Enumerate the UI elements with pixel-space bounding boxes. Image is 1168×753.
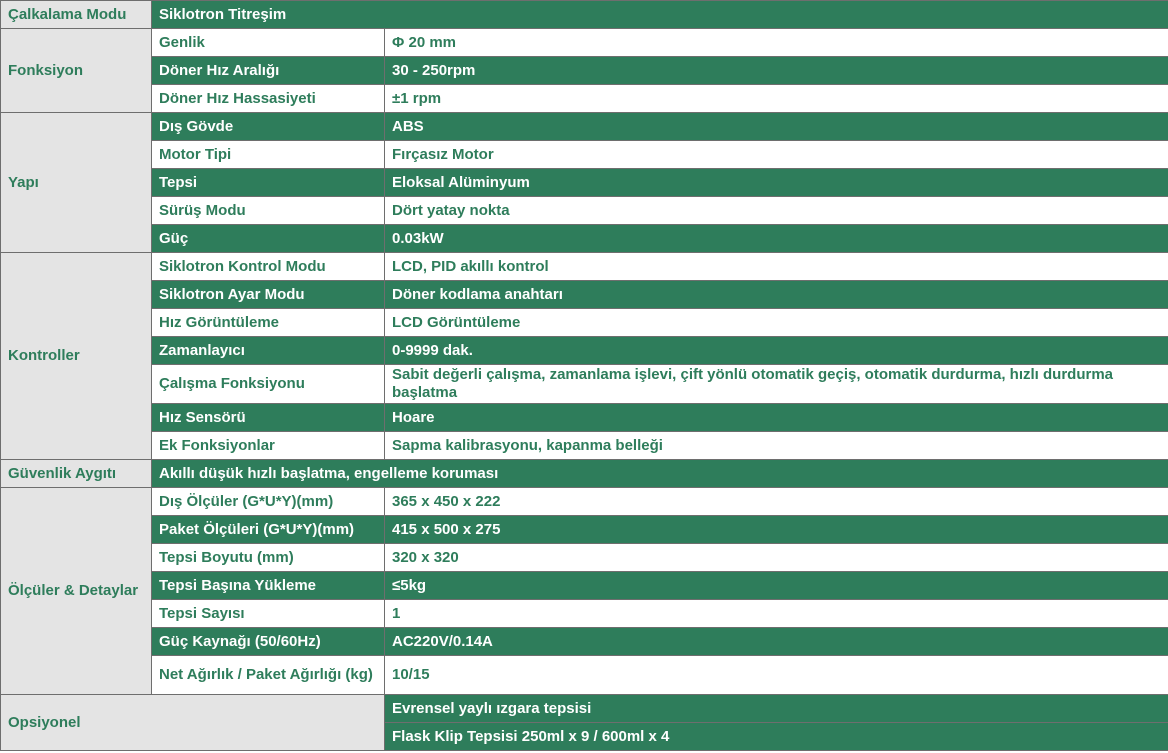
table-row <box>1 225 1168 253</box>
spec-label: Siklotron Ayar Modu <box>152 281 385 309</box>
spec-value: 10/15 <box>385 656 1168 695</box>
header-value: Siklotron Titreşim <box>152 1 1168 29</box>
table-row <box>1 695 1168 723</box>
spec-label: Tepsi Boyutu (mm) <box>152 544 385 572</box>
spec-label: Net Ağırlık / Paket Ağırlığı (kg) <box>152 656 385 695</box>
table-row <box>1 113 1168 141</box>
spec-value: Akıllı düşük hızlı başlatma, engelleme koruması <box>152 460 1168 488</box>
spec-value: LCD Görüntüleme <box>385 309 1168 337</box>
table-row <box>1 628 1168 656</box>
table-row <box>1 544 1168 572</box>
table-row <box>1 337 1168 365</box>
spec-value: Dört yatay nokta <box>385 197 1168 225</box>
table-row <box>1 572 1168 600</box>
spec-label: Güç <box>152 225 385 253</box>
category-label: Çalkalama Modu <box>1 1 152 29</box>
spec-label: Sürüş Modu <box>152 197 385 225</box>
table-row <box>1 57 1168 85</box>
table-row <box>1 281 1168 309</box>
category-label: Kontroller <box>1 253 152 460</box>
spec-value: ±1 rpm <box>385 85 1168 113</box>
table-row <box>1 365 1168 404</box>
spec-label: Hız Sensörü <box>152 404 385 432</box>
table-row <box>1 656 1168 695</box>
table-row <box>1 309 1168 337</box>
spec-label: Zamanlayıcı <box>152 337 385 365</box>
spec-label: Tepsi <box>152 169 385 197</box>
category-label: Opsiyonel <box>1 695 385 751</box>
spec-value: Sapma kalibrasyonu, kapanma belleği <box>385 432 1168 460</box>
table-row <box>1 432 1168 460</box>
spec-value: 0-9999 dak. <box>385 337 1168 365</box>
spec-value: Hoare <box>385 404 1168 432</box>
spec-value: 365 x 450 x 222 <box>385 488 1168 516</box>
spec-label: Döner Hız Aralığı <box>152 57 385 85</box>
spec-label: Döner Hız Hassasiyeti <box>152 85 385 113</box>
category-label: Fonksiyon <box>1 29 152 113</box>
spec-value: 1 <box>385 600 1168 628</box>
spec-value: 320 x 320 <box>385 544 1168 572</box>
spec-value: ≤5kg <box>385 572 1168 600</box>
spec-value: Eloksal Alüminyum <box>385 169 1168 197</box>
spec-value: LCD, PID akıllı kontrol <box>385 253 1168 281</box>
spec-label: Çalışma Fonksiyonu <box>152 365 385 404</box>
spec-value: Fırçasız Motor <box>385 141 1168 169</box>
spec-value: ABS <box>385 113 1168 141</box>
category-label: Güvenlik Aygıtı <box>1 460 152 488</box>
table-row <box>1 169 1168 197</box>
spec-label: Motor Tipi <box>152 141 385 169</box>
spec-value: Sabit değerli çalışma, zamanlama işlevi, çift yönlü otomatik geçiş, otomatik durdurma, hızlı durdurma başlatma <box>385 365 1168 404</box>
spec-value: 0.03kW <box>385 225 1168 253</box>
spec-value: Döner kodlama anahtarı <box>385 281 1168 309</box>
spec-label: Dış Gövde <box>152 113 385 141</box>
table-row <box>1 197 1168 225</box>
table-row <box>1 600 1168 628</box>
category-label: Ölçüler & Detaylar <box>1 488 152 695</box>
spec-label: Genlik <box>152 29 385 57</box>
table-row <box>1 460 1168 488</box>
spec-value: Φ 20 mm <box>385 29 1168 57</box>
spec-label: Siklotron Kontrol Modu <box>152 253 385 281</box>
table-row <box>1 141 1168 169</box>
spec-label: Paket Ölçüleri (G*U*Y)(mm) <box>152 516 385 544</box>
category-label: Yapı <box>1 113 152 253</box>
spec-value: Flask Klip Tepsisi 250ml x 9 / 600ml x 4 <box>385 723 1168 751</box>
spec-label: Ek Fonksiyonlar <box>152 432 385 460</box>
spec-value: 415 x 500 x 275 <box>385 516 1168 544</box>
spec-label: Hız Görüntüleme <box>152 309 385 337</box>
table-row <box>1 85 1168 113</box>
table-row <box>1 516 1168 544</box>
table-row <box>1 253 1168 281</box>
spec-value: AC220V/0.14A <box>385 628 1168 656</box>
spec-value: Evrensel yaylı ızgara tepsisi <box>385 695 1168 723</box>
table-row <box>1 404 1168 432</box>
spec-value: 30 - 250rpm <box>385 57 1168 85</box>
table-row <box>1 488 1168 516</box>
spec-label: Tepsi Başına Yükleme <box>152 572 385 600</box>
header-row <box>1 1 1168 29</box>
spec-label: Güç Kaynağı (50/60Hz) <box>152 628 385 656</box>
table-row <box>1 29 1168 57</box>
spec-label: Dış Ölçüler (G*U*Y)(mm) <box>152 488 385 516</box>
spec-label: Tepsi Sayısı <box>152 600 385 628</box>
